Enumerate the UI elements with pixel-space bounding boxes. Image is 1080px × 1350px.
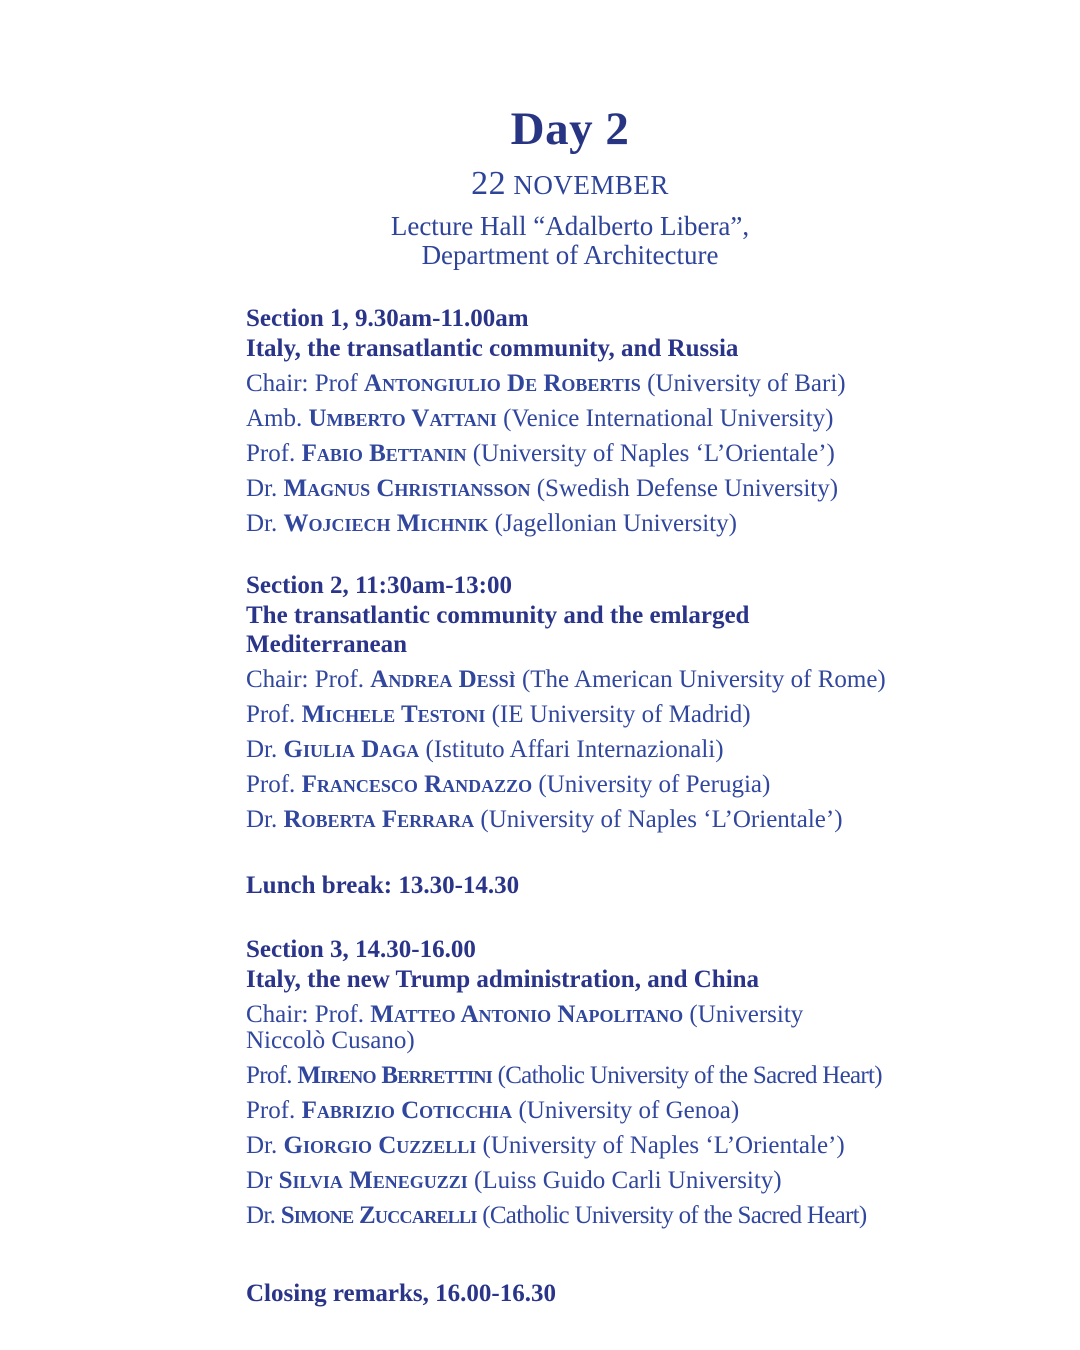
section-2-heading: Section 2, 11:30am-13:00: [246, 572, 512, 599]
speaker-affiliation: (University of Bari): [640, 370, 846, 397]
venue: [246, 212, 894, 270]
speaker-prefix: Prof.: [246, 440, 302, 467]
speaker-name: Simone Zuccarelli: [280, 1202, 477, 1229]
speaker-prefix: Dr.: [246, 475, 284, 502]
speaker-affiliation: (University Niccolò Cusano): [246, 1001, 804, 1054]
speaker-prefix: Chair: Prof.: [246, 1001, 371, 1028]
venue-line-2: Department of Architecture: [421, 240, 719, 270]
speaker-row: [246, 807, 894, 833]
speaker-row: [246, 511, 894, 537]
speaker-name: Fabio Bettanin: [301, 440, 467, 467]
speaker-prefix: Chair: Prof: [246, 370, 365, 397]
speaker-affiliation: (University of Genoa): [512, 1097, 740, 1124]
speaker-prefix: Prof.: [246, 1062, 298, 1089]
speaker-name: Michele Testoni: [301, 701, 486, 728]
speaker-affiliation: (The American University of Rome): [515, 666, 886, 693]
speaker-row: [246, 476, 894, 502]
speaker-prefix: Chair: Prof.: [246, 666, 371, 693]
speaker-name: Umberto Vattani: [308, 405, 497, 432]
speaker-affiliation: (University of Perugia): [532, 771, 771, 798]
speaker-affiliation: (Istituto Affari Internazionali): [419, 736, 724, 763]
speaker-name: Andrea Dessì: [370, 666, 516, 693]
speaker-affiliation: (University of Naples ‘L’Orientale’): [476, 1132, 845, 1159]
speaker-affiliation: (Jagellonian University): [488, 510, 737, 537]
speaker-affiliation: (Catholic University of the Sacred Heart): [492, 1062, 882, 1089]
speaker-prefix: Prof.: [246, 1097, 302, 1124]
speaker-name: Giorgio Cuzzelli: [283, 1132, 477, 1159]
speaker-affiliation: (University of Naples ‘L’Orientale’): [474, 806, 843, 833]
speaker-affiliation: (Swedish Defense University): [530, 475, 839, 502]
section-3: [246, 935, 894, 1229]
lunch-break: Lunch break: 13.30-14.30: [246, 872, 520, 899]
venue-line-1: Lecture Hall “Adalberto Libera”,: [390, 211, 750, 241]
speaker-affiliation: (Venice International University): [496, 405, 834, 432]
speaker-prefix: Dr.: [246, 736, 284, 763]
speaker-row: [246, 702, 894, 728]
speaker-name: Fabrizio Coticchia: [301, 1097, 513, 1124]
speaker-prefix: Amb.: [246, 405, 309, 432]
speaker-row: [246, 1063, 894, 1089]
speaker-name: Francesco Randazzo: [301, 771, 533, 798]
section-1-heading: Section 1, 9.30am-11.00am: [246, 305, 529, 332]
speaker-affiliation: (Catholic University of the Sacred Heart): [476, 1202, 867, 1229]
section-1: [246, 304, 894, 537]
speaker-name: Antongiulio De Robertis: [364, 370, 641, 397]
section-2: [246, 571, 894, 833]
program-header: [246, 102, 894, 270]
speaker-prefix: Dr: [246, 1167, 279, 1194]
speaker-name: Mireno Berrettini: [297, 1062, 493, 1089]
speaker-row: [246, 1098, 894, 1124]
speaker-row: [246, 667, 894, 693]
program-content: [246, 102, 894, 1309]
speaker-affiliation: (University of Naples ‘L’Orientale’): [466, 440, 835, 467]
speaker-name: Roberta Ferrara: [283, 806, 475, 833]
speaker-name: Magnus Christiansson: [283, 475, 531, 502]
speaker-row: [246, 371, 894, 397]
speaker-prefix: Dr.: [246, 510, 284, 537]
speaker-affiliation: (Luiss Guido Carli University): [467, 1167, 782, 1194]
section-3-heading: Section 3, 14.30-16.00: [246, 936, 476, 963]
speaker-prefix: Dr.: [246, 1132, 284, 1159]
speaker-prefix: Dr.: [246, 1202, 281, 1229]
speaker-row: [246, 1203, 894, 1229]
speaker-row: [246, 441, 894, 467]
speaker-name: Silvia Meneguzzi: [278, 1167, 468, 1194]
speaker-row: [246, 1133, 894, 1159]
speaker-row: [246, 1168, 894, 1194]
speaker-prefix: Prof.: [246, 771, 302, 798]
section-1-title: Italy, the transatlantic community, and Russia: [246, 335, 739, 362]
section-2-title: The transatlantic community and the emlarged Mediterranean: [246, 602, 750, 658]
speaker-affiliation: (IE University of Madrid): [485, 701, 751, 728]
speaker-name: Wojciech Michnik: [283, 510, 489, 537]
speaker-name: Matteo Antonio Napolitano: [370, 1001, 684, 1028]
closing-remarks: Closing remarks, 16.00-16.30: [246, 1280, 556, 1307]
event-date: [246, 165, 894, 203]
speaker-row: [246, 772, 894, 798]
event-date-month: NOVEMBER: [513, 170, 669, 200]
speaker-name: Giulia Daga: [283, 736, 420, 763]
speaker-prefix: Dr.: [246, 806, 284, 833]
speaker-row: [246, 1002, 838, 1054]
page-title: Day 2: [510, 103, 630, 155]
speaker-prefix: Prof.: [246, 701, 302, 728]
speaker-row: [246, 406, 894, 432]
speaker-row: [246, 737, 894, 763]
event-date-number: 22: [471, 165, 507, 202]
section-3-title: Italy, the new Trump administration, and China: [246, 966, 760, 993]
